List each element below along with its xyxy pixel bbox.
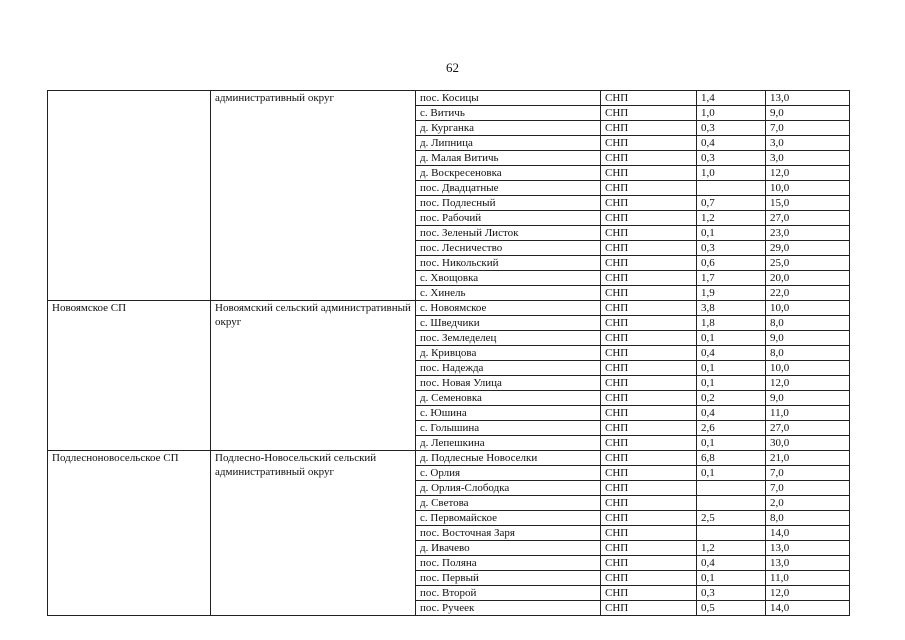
distance-1-cell: 3,8	[697, 301, 766, 316]
distance-1-cell: 1,4	[697, 91, 766, 106]
place-cell: с. Первомайское	[416, 511, 601, 526]
place-cell: с. Хвощовка	[416, 271, 601, 286]
distance-2-cell: 13,0	[766, 91, 850, 106]
distance-1-cell: 1,9	[697, 286, 766, 301]
place-cell: пос. Косицы	[416, 91, 601, 106]
place-cell: пос. Новая Улица	[416, 376, 601, 391]
type-cell: СНП	[601, 106, 697, 121]
place-cell: с. Голышина	[416, 421, 601, 436]
distance-2-cell: 8,0	[766, 511, 850, 526]
type-cell: СНП	[601, 571, 697, 586]
place-cell: пос. Надежда	[416, 361, 601, 376]
type-cell: СНП	[601, 136, 697, 151]
district-cell	[48, 91, 211, 301]
distance-1-cell: 0,1	[697, 571, 766, 586]
type-cell: СНП	[601, 151, 697, 166]
place-cell: пос. Поляна	[416, 556, 601, 571]
type-cell: СНП	[601, 451, 697, 466]
distance-1-cell: 0,4	[697, 406, 766, 421]
place-cell: д. Курганка	[416, 121, 601, 136]
table-row	[48, 91, 850, 106]
distance-1-cell: 1,8	[697, 316, 766, 331]
type-cell: СНП	[601, 466, 697, 481]
type-cell: СНП	[601, 586, 697, 601]
distance-2-cell: 8,0	[766, 346, 850, 361]
place-cell: с. Шведчики	[416, 316, 601, 331]
type-cell: СНП	[601, 496, 697, 511]
place-cell: пос. Зеленый Листок	[416, 226, 601, 241]
distance-2-cell: 27,0	[766, 211, 850, 226]
distance-1-cell: 0,1	[697, 436, 766, 451]
distance-1-cell: 0,1	[697, 361, 766, 376]
distance-1-cell: 0,1	[697, 466, 766, 481]
type-cell: СНП	[601, 271, 697, 286]
distance-1-cell: 0,4	[697, 346, 766, 361]
distance-2-cell: 13,0	[766, 556, 850, 571]
type-cell: СНП	[601, 511, 697, 526]
type-cell: СНП	[601, 226, 697, 241]
place-cell: пос. Восточная Заря	[416, 526, 601, 541]
distance-2-cell: 3,0	[766, 151, 850, 166]
distance-1-cell: 1,0	[697, 166, 766, 181]
type-cell: СНП	[601, 181, 697, 196]
distance-1-cell: 0,1	[697, 331, 766, 346]
place-cell: с. Юшина	[416, 406, 601, 421]
distance-1-cell: 0,7	[697, 196, 766, 211]
place-cell: с. Орлия	[416, 466, 601, 481]
distance-1-cell: 1,7	[697, 271, 766, 286]
distance-1-cell: 0,4	[697, 556, 766, 571]
distance-1-cell: 6,8	[697, 451, 766, 466]
distance-2-cell: 30,0	[766, 436, 850, 451]
distance-1-cell: 0,5	[697, 601, 766, 616]
place-cell: д. Семеновка	[416, 391, 601, 406]
place-cell: пос. Земледелец	[416, 331, 601, 346]
place-cell: д. Подлесные Новоселки	[416, 451, 601, 466]
distance-2-cell: 14,0	[766, 601, 850, 616]
place-cell: пос. Второй	[416, 586, 601, 601]
distance-2-cell: 12,0	[766, 166, 850, 181]
distance-2-cell: 9,0	[766, 331, 850, 346]
distance-1-cell: 2,5	[697, 511, 766, 526]
distance-1-cell	[697, 481, 766, 496]
place-cell: д. Ивачево	[416, 541, 601, 556]
distance-1-cell: 1,0	[697, 106, 766, 121]
type-cell: СНП	[601, 541, 697, 556]
distance-2-cell: 7,0	[766, 121, 850, 136]
type-cell: СНП	[601, 316, 697, 331]
place-cell: д. Липница	[416, 136, 601, 151]
distance-2-cell: 11,0	[766, 571, 850, 586]
place-cell: с. Хинель	[416, 286, 601, 301]
table-row	[48, 451, 850, 466]
distance-2-cell: 20,0	[766, 271, 850, 286]
distance-2-cell: 11,0	[766, 406, 850, 421]
place-cell: д. Светова	[416, 496, 601, 511]
distance-2-cell: 21,0	[766, 451, 850, 466]
type-cell: СНП	[601, 361, 697, 376]
type-cell: СНП	[601, 376, 697, 391]
place-cell: с. Витичь	[416, 106, 601, 121]
table-body	[48, 91, 850, 616]
distance-2-cell: 3,0	[766, 136, 850, 151]
distance-1-cell: 1,2	[697, 541, 766, 556]
distance-1-cell: 0,4	[697, 136, 766, 151]
type-cell: СНП	[601, 601, 697, 616]
distance-2-cell: 7,0	[766, 466, 850, 481]
type-cell: СНП	[601, 391, 697, 406]
distance-2-cell: 14,0	[766, 526, 850, 541]
distance-1-cell: 0,1	[697, 376, 766, 391]
type-cell: СНП	[601, 91, 697, 106]
okrug-cell: административный округ	[211, 91, 416, 301]
place-cell: пос. Лесничество	[416, 241, 601, 256]
distance-2-cell: 2,0	[766, 496, 850, 511]
okrug-cell: Подлесно-Новосельский сельский административный округ	[211, 451, 416, 616]
type-cell: СНП	[601, 526, 697, 541]
place-cell: пос. Двадцатные	[416, 181, 601, 196]
distance-2-cell: 13,0	[766, 541, 850, 556]
place-cell: пос. Рабочий	[416, 211, 601, 226]
distance-1-cell	[697, 496, 766, 511]
distance-1-cell: 0,3	[697, 241, 766, 256]
distance-1-cell: 0,1	[697, 226, 766, 241]
distance-2-cell: 10,0	[766, 301, 850, 316]
type-cell: СНП	[601, 436, 697, 451]
distance-2-cell: 25,0	[766, 256, 850, 271]
type-cell: СНП	[601, 166, 697, 181]
type-cell: СНП	[601, 346, 697, 361]
distance-2-cell: 7,0	[766, 481, 850, 496]
type-cell: СНП	[601, 286, 697, 301]
type-cell: СНП	[601, 256, 697, 271]
distance-2-cell: 22,0	[766, 286, 850, 301]
distance-1-cell: 0,3	[697, 121, 766, 136]
distance-1-cell: 0,6	[697, 256, 766, 271]
distance-2-cell: 23,0	[766, 226, 850, 241]
table-row	[48, 301, 850, 316]
distance-1-cell: 0,3	[697, 586, 766, 601]
distance-1-cell: 0,3	[697, 151, 766, 166]
settlements-table	[47, 90, 850, 616]
okrug-cell: Новоямский сельский административный округ	[211, 301, 416, 451]
distance-1-cell: 1,2	[697, 211, 766, 226]
type-cell: СНП	[601, 211, 697, 226]
distance-2-cell: 8,0	[766, 316, 850, 331]
distance-1-cell: 0,2	[697, 391, 766, 406]
place-cell: пос. Ручеек	[416, 601, 601, 616]
distance-2-cell: 10,0	[766, 361, 850, 376]
place-cell: с. Новоямское	[416, 301, 601, 316]
district-cell: Новоямское СП	[48, 301, 211, 451]
type-cell: СНП	[601, 556, 697, 571]
distance-1-cell: 2,6	[697, 421, 766, 436]
type-cell: СНП	[601, 301, 697, 316]
place-cell: д. Воскресеновка	[416, 166, 601, 181]
distance-1-cell	[697, 526, 766, 541]
type-cell: СНП	[601, 241, 697, 256]
place-cell: д. Лепешкина	[416, 436, 601, 451]
place-cell: д. Кривцова	[416, 346, 601, 361]
place-cell: пос. Первый	[416, 571, 601, 586]
place-cell: пос. Подлесный	[416, 196, 601, 211]
distance-2-cell: 27,0	[766, 421, 850, 436]
distance-2-cell: 29,0	[766, 241, 850, 256]
distance-2-cell: 12,0	[766, 586, 850, 601]
type-cell: СНП	[601, 196, 697, 211]
distance-2-cell: 15,0	[766, 196, 850, 211]
type-cell: СНП	[601, 406, 697, 421]
type-cell: СНП	[601, 481, 697, 496]
page-number: 62	[446, 60, 459, 75]
district-cell: Подлесноновосельское СП	[48, 451, 211, 616]
distance-2-cell: 9,0	[766, 391, 850, 406]
type-cell: СНП	[601, 421, 697, 436]
distance-2-cell: 10,0	[766, 181, 850, 196]
place-cell: д. Малая Витичь	[416, 151, 601, 166]
distance-2-cell: 12,0	[766, 376, 850, 391]
place-cell: пос. Никольский	[416, 256, 601, 271]
place-cell: д. Орлия-Слободка	[416, 481, 601, 496]
distance-2-cell: 9,0	[766, 106, 850, 121]
type-cell: СНП	[601, 121, 697, 136]
distance-1-cell	[697, 181, 766, 196]
type-cell: СНП	[601, 331, 697, 346]
